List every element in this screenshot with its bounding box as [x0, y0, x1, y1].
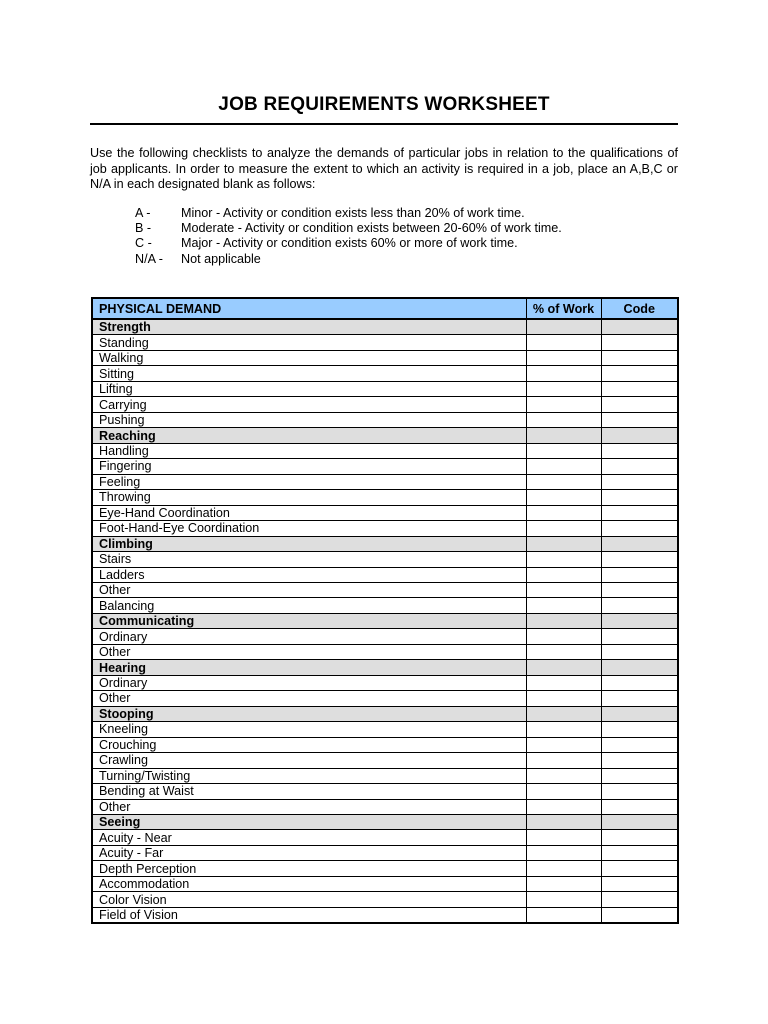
percent-of-work-cell[interactable]	[526, 521, 601, 536]
section-label: Hearing	[92, 660, 526, 675]
percent-of-work-cell[interactable]	[526, 861, 601, 876]
percent-of-work-cell[interactable]	[526, 876, 601, 891]
demand-label: Ladders	[92, 567, 526, 582]
section-row	[92, 613, 678, 628]
section-row	[92, 815, 678, 830]
demand-label: Feeling	[92, 474, 526, 489]
table-row	[92, 845, 678, 860]
percent-of-work-cell[interactable]	[526, 691, 601, 706]
table-row	[92, 830, 678, 845]
code-cell[interactable]	[601, 675, 678, 690]
table-row	[92, 443, 678, 458]
demand-label: Eye-Hand Coordination	[92, 505, 526, 520]
percent-of-work-cell	[526, 428, 601, 443]
code-cell	[601, 428, 678, 443]
section-label: Reaching	[92, 428, 526, 443]
percent-of-work-cell[interactable]	[526, 335, 601, 350]
percent-of-work-cell[interactable]	[526, 412, 601, 427]
percent-of-work-cell[interactable]	[526, 753, 601, 768]
table-row	[92, 753, 678, 768]
code-cell	[601, 319, 678, 335]
table-row	[92, 907, 678, 923]
legend-row	[135, 206, 562, 221]
percent-of-work-cell[interactable]	[526, 598, 601, 613]
demand-label: Carrying	[92, 397, 526, 412]
section-row	[92, 660, 678, 675]
intro-paragraph: Use the following checklists to analyze the demands of particular jobs in relation to the qualifications of job applicants. In order to measure the extent to which an activity is required in a job, place an A,B,C or N/A in each designated blank as follows:	[90, 146, 678, 191]
legend-row	[135, 221, 562, 236]
section-row	[92, 428, 678, 443]
percent-of-work-cell	[526, 660, 601, 675]
legend-description: Not applicable	[181, 251, 261, 266]
table-row	[92, 784, 678, 799]
percent-of-work-cell[interactable]	[526, 675, 601, 690]
section-label: Communicating	[92, 613, 526, 628]
legend-code: A -	[135, 206, 151, 220]
percent-of-work-cell[interactable]	[526, 629, 601, 644]
table-row	[92, 582, 678, 597]
percent-of-work-cell[interactable]	[526, 892, 601, 907]
header-physical-demand: PHYSICAL DEMAND	[92, 298, 526, 319]
table-row	[92, 490, 678, 505]
header-percent-of-work: % of Work	[526, 298, 601, 319]
percent-of-work-cell[interactable]	[526, 366, 601, 381]
table-row	[92, 892, 678, 907]
code-cell[interactable]	[601, 474, 678, 489]
code-cell[interactable]	[601, 350, 678, 365]
section-label: Stooping	[92, 706, 526, 721]
code-cell[interactable]	[601, 552, 678, 567]
percent-of-work-cell[interactable]	[526, 722, 601, 737]
percent-of-work-cell[interactable]	[526, 737, 601, 752]
code-cell[interactable]	[601, 892, 678, 907]
legend-row	[135, 236, 562, 251]
code-cell[interactable]	[601, 722, 678, 737]
code-cell[interactable]	[601, 737, 678, 752]
demand-label: Fingering	[92, 459, 526, 474]
header-code: Code	[601, 298, 678, 319]
demand-label: Handling	[92, 443, 526, 458]
demand-label: Other	[92, 799, 526, 814]
code-cell[interactable]	[601, 876, 678, 891]
legend-code: C -	[135, 236, 152, 251]
demand-label: Sitting	[92, 366, 526, 381]
legend-code: B -	[135, 221, 152, 236]
code-cell[interactable]	[601, 598, 678, 613]
table-row	[92, 366, 678, 381]
percent-of-work-cell[interactable]	[526, 830, 601, 845]
table-row	[92, 691, 678, 706]
legend-row	[135, 252, 562, 267]
code-cell[interactable]	[601, 907, 678, 923]
demand-label: Foot-Hand-Eye Coordination	[92, 521, 526, 536]
code-cell[interactable]	[601, 381, 678, 396]
page-title: JOB REQUIREMENTS WORKSHEET	[218, 94, 550, 115]
code-cell[interactable]	[601, 335, 678, 350]
percent-of-work-cell[interactable]	[526, 768, 601, 783]
demand-label: Acuity - Far	[92, 845, 526, 860]
table-row	[92, 768, 678, 783]
code-cell[interactable]	[601, 629, 678, 644]
percent-of-work-cell[interactable]	[526, 474, 601, 489]
percent-of-work-cell[interactable]	[526, 459, 601, 474]
code-cell[interactable]	[601, 644, 678, 659]
physical-demand-table	[91, 297, 679, 924]
code-cell[interactable]	[601, 521, 678, 536]
demand-label: Balancing	[92, 598, 526, 613]
demand-label: Other	[92, 644, 526, 659]
demand-label: Other	[92, 582, 526, 597]
demand-label: Standing	[92, 335, 526, 350]
code-cell	[601, 613, 678, 628]
section-label: Climbing	[92, 536, 526, 551]
code-cell[interactable]	[601, 366, 678, 381]
code-cell	[601, 815, 678, 830]
legend-description: Moderate - Activity or condition exists between 20-60% of work time.	[181, 221, 562, 236]
code-cell[interactable]	[601, 768, 678, 783]
demand-label: Ordinary	[92, 675, 526, 690]
code-cell[interactable]	[601, 845, 678, 860]
demand-label: Crouching	[92, 737, 526, 752]
demand-label: Bending at Waist	[92, 784, 526, 799]
code-cell[interactable]	[601, 397, 678, 412]
table-row	[92, 335, 678, 350]
table-row	[92, 629, 678, 644]
code-cell[interactable]	[601, 443, 678, 458]
table-row	[92, 799, 678, 814]
legend-code: N/A -	[135, 251, 163, 266]
code-cell[interactable]	[601, 691, 678, 706]
demand-label: Accommodation	[92, 876, 526, 891]
table-row	[92, 505, 678, 520]
percent-of-work-cell[interactable]	[526, 582, 601, 597]
table-row	[92, 412, 678, 427]
code-cell	[601, 706, 678, 721]
code-cell[interactable]	[601, 753, 678, 768]
demand-label: Throwing	[92, 490, 526, 505]
demand-label: Stairs	[92, 552, 526, 567]
table-row	[92, 644, 678, 659]
code-cell[interactable]	[601, 505, 678, 520]
table-row	[92, 567, 678, 582]
table-row	[92, 350, 678, 365]
demand-label: Kneeling	[92, 722, 526, 737]
code-cell[interactable]	[601, 490, 678, 505]
legend-description: Minor - Activity or condition exists less than 20% of work time.	[181, 206, 525, 220]
section-row	[92, 536, 678, 551]
percent-of-work-cell	[526, 613, 601, 628]
percent-of-work-cell[interactable]	[526, 552, 601, 567]
table-row	[92, 521, 678, 536]
table-header-row	[92, 298, 678, 319]
percent-of-work-cell[interactable]	[526, 644, 601, 659]
table-row	[92, 675, 678, 690]
demand-label: Ordinary	[92, 629, 526, 644]
demand-label: Turning/Twisting	[92, 768, 526, 783]
legend-description: Major - Activity or condition exists 60% or more of work time.	[181, 236, 518, 251]
code-legend	[135, 206, 562, 267]
percent-of-work-cell[interactable]	[526, 845, 601, 860]
code-cell[interactable]	[601, 799, 678, 814]
percent-of-work-cell	[526, 706, 601, 721]
demand-label: Pushing	[92, 412, 526, 427]
code-cell[interactable]	[601, 830, 678, 845]
table-row	[92, 459, 678, 474]
demand-label: Field of Vision	[92, 907, 526, 923]
section-label: Seeing	[92, 815, 526, 830]
percent-of-work-cell[interactable]	[526, 505, 601, 520]
code-cell	[601, 660, 678, 675]
table-row	[92, 381, 678, 396]
section-row	[92, 706, 678, 721]
percent-of-work-cell[interactable]	[526, 799, 601, 814]
demand-label: Other	[92, 691, 526, 706]
code-cell[interactable]	[601, 784, 678, 799]
code-cell[interactable]	[601, 567, 678, 582]
percent-of-work-cell[interactable]	[526, 397, 601, 412]
table-row	[92, 397, 678, 412]
section-row	[92, 319, 678, 335]
table-row	[92, 737, 678, 752]
code-cell[interactable]	[601, 412, 678, 427]
table-row	[92, 861, 678, 876]
table-row	[92, 552, 678, 567]
table-row	[92, 876, 678, 891]
table-row	[92, 722, 678, 737]
percent-of-work-cell[interactable]	[526, 381, 601, 396]
table-row	[92, 474, 678, 489]
percent-of-work-cell	[526, 815, 601, 830]
code-cell[interactable]	[601, 861, 678, 876]
percent-of-work-cell[interactable]	[526, 567, 601, 582]
percent-of-work-cell	[526, 319, 601, 335]
percent-of-work-cell[interactable]	[526, 907, 601, 923]
percent-of-work-cell	[526, 536, 601, 551]
demand-label: Walking	[92, 350, 526, 365]
percent-of-work-cell[interactable]	[526, 490, 601, 505]
code-cell[interactable]	[601, 582, 678, 597]
table-row	[92, 598, 678, 613]
demand-label: Depth Perception	[92, 861, 526, 876]
demand-label: Color Vision	[92, 892, 526, 907]
code-cell[interactable]	[601, 459, 678, 474]
title-divider	[90, 123, 678, 125]
demand-label: Lifting	[92, 381, 526, 396]
demand-label: Acuity - Near	[92, 830, 526, 845]
code-cell	[601, 536, 678, 551]
percent-of-work-cell[interactable]	[526, 443, 601, 458]
percent-of-work-cell[interactable]	[526, 784, 601, 799]
demand-label: Crawling	[92, 753, 526, 768]
section-label: Strength	[92, 319, 526, 335]
percent-of-work-cell[interactable]	[526, 350, 601, 365]
